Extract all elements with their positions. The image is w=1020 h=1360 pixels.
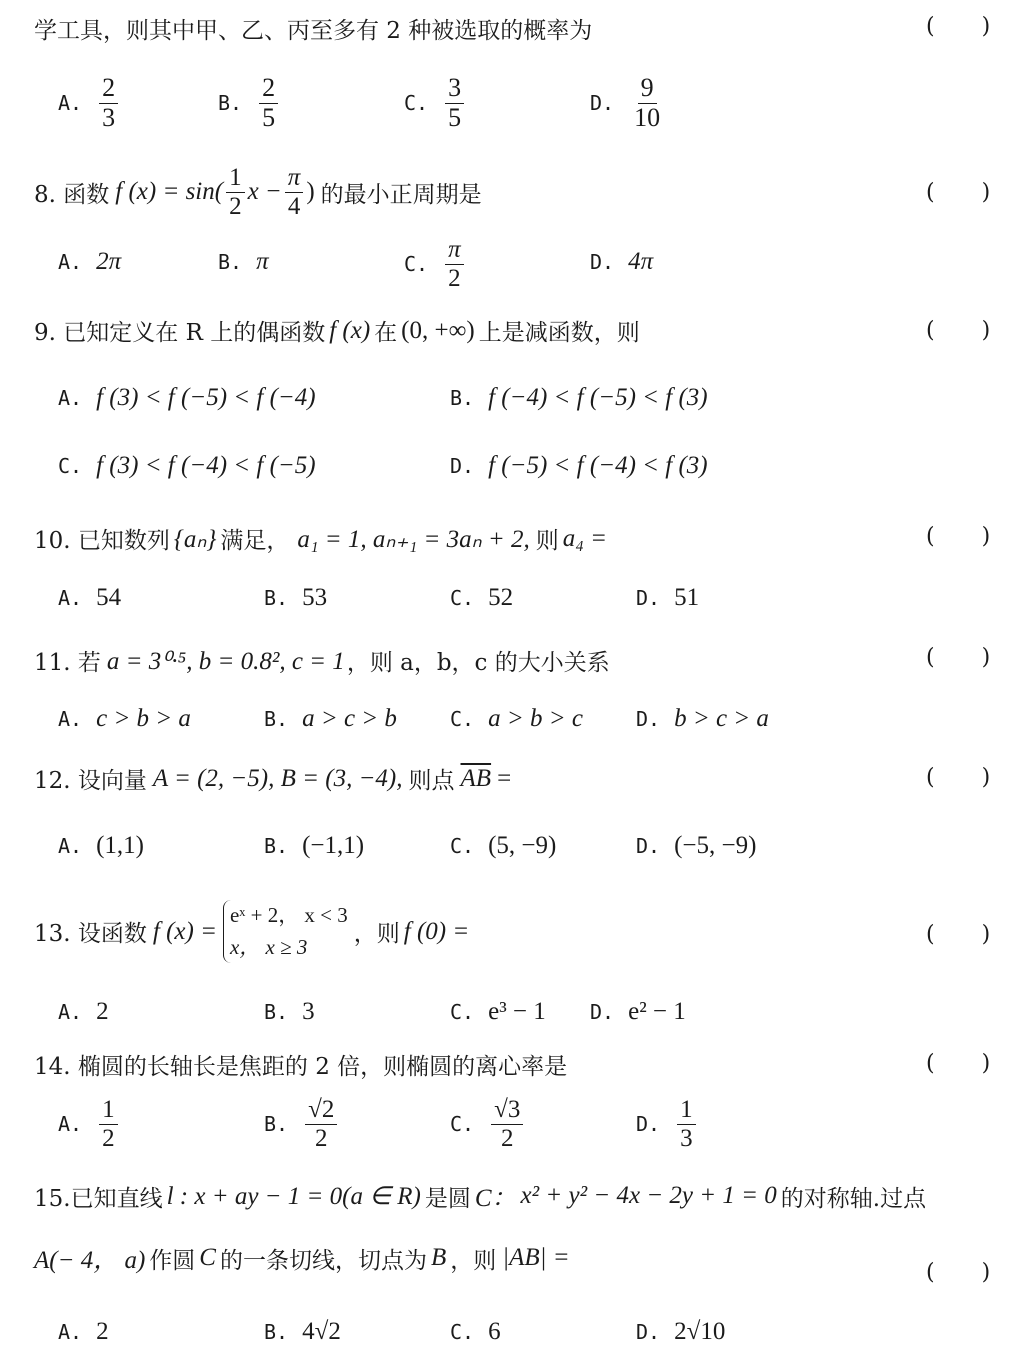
option-text: f (−5) < f (−4) < f (3) (488, 452, 708, 479)
q13-option-a (58, 998, 109, 1026)
q12-stem-b: 则点 (408, 768, 455, 794)
option-letter: C. (450, 586, 475, 610)
numerator: π (445, 236, 464, 265)
option-letter: C. (450, 707, 475, 731)
q12-vector: $\overline{AB}$ (460, 764, 492, 792)
option-letter: C. (450, 1000, 475, 1024)
option-text: c > b > a (96, 705, 191, 732)
q8-mid: x − (247, 178, 282, 205)
numerator: 2 (259, 74, 278, 104)
option-letter: C. (450, 1320, 475, 1344)
q15-option-d (636, 1318, 725, 1346)
q14-stem-text: 14. 椭圆的长轴长是焦距的 2 倍，则椭圆的离心率是 (34, 1054, 568, 1080)
q13-option-b (264, 998, 315, 1026)
fraction (445, 74, 464, 132)
q7-option-a (58, 74, 121, 132)
q12-eq: = (497, 764, 512, 792)
q15-answer-paren: ( ) (926, 1260, 1011, 1285)
option-text: 2 (96, 998, 109, 1025)
option-letter: A. (58, 386, 83, 410)
q13-answer-paren: ( ) (926, 922, 1011, 947)
denominator: 3 (102, 102, 116, 132)
option-letter: B. (450, 386, 475, 410)
q10-option-b (264, 584, 327, 612)
q9-fx: f (x) (329, 316, 371, 344)
q13-target: f (0) = (403, 917, 470, 945)
option-letter: B. (264, 1112, 289, 1136)
option-letter: A. (58, 1000, 83, 1024)
q9-stem (34, 314, 640, 347)
q13-option-d (590, 998, 686, 1026)
option-letter: A. (58, 250, 83, 274)
option-letter: A. (58, 707, 83, 731)
q13-stem-b: ，则 (353, 921, 400, 947)
option-letter: B. (264, 834, 289, 858)
q10-stem-c: 则 (535, 528, 559, 554)
q15-line2-f: ，则 (450, 1247, 497, 1274)
numerator: 1 (99, 1096, 118, 1125)
q10-target: a₄ = (562, 524, 608, 552)
q10-answer-paren: ( ) (926, 524, 1011, 549)
q8-suffix: 的最小正周期是 (320, 181, 482, 208)
q14-option-a (58, 1096, 121, 1152)
q10-formula: a₁ = 1, aₙ₊₁ = 3aₙ + 2, (297, 525, 530, 553)
numerator: 2 (99, 74, 118, 104)
option-text: (−5, −9) (674, 832, 757, 859)
q11-answer-paren: ( ) (926, 645, 1011, 670)
q10-stem (34, 522, 607, 555)
option-letter: D. (636, 834, 661, 858)
option-text: b > c > a (674, 705, 769, 732)
option-text: 2 (96, 1318, 109, 1345)
q11-formula: a = 3⁰·⁵, b = 0.8², c = 1 (106, 647, 345, 675)
q8-prefix: 8. 函数 (34, 181, 110, 208)
numerator: 3 (445, 74, 464, 104)
option-text: e³ − 1 (488, 998, 546, 1025)
option-text: 2π (96, 248, 122, 275)
fraction (491, 1096, 523, 1152)
option-letter: D. (590, 250, 615, 274)
option-text: (5, −9) (488, 832, 557, 859)
numerator: 9 (638, 74, 657, 104)
q14-option-d (636, 1096, 699, 1152)
option-letter: A. (58, 91, 83, 116)
q14-answer-paren: ( ) (926, 1051, 1011, 1076)
q12-option-a (58, 832, 144, 860)
q10-seq: {aₙ} (173, 525, 217, 553)
q13-piecewise (223, 900, 348, 963)
option-text: a > c > b (302, 705, 397, 732)
option-letter: B. (264, 707, 289, 731)
option-text: f (3) < f (−4) < f (−5) (96, 452, 316, 479)
option-letter: C. (450, 834, 475, 858)
q11-stem-b: ，则 a，b，c 的大小关系 (346, 650, 610, 676)
denominator: 3 (680, 1124, 693, 1152)
denominator: 2 (500, 1124, 514, 1152)
option-text: f (−4) < f (−5) < f (3) (488, 384, 708, 411)
fraction (259, 74, 278, 132)
q15-option-a (58, 1318, 109, 1346)
option-letter: C. (404, 252, 429, 276)
q8-option-c (404, 236, 467, 292)
q10-stem-a: 10. 已知数列 (34, 528, 170, 554)
option-text: a > b > c (488, 705, 583, 732)
option-letter: C. (58, 454, 83, 478)
q14-option-c (450, 1096, 526, 1152)
q13-fx: f (x) = (152, 917, 217, 945)
option-text: 6 (488, 1318, 501, 1345)
q10-stem-b: 满足， (220, 528, 290, 554)
q15-point-a: A(− 4， a) (34, 1247, 146, 1274)
q12-option-b (264, 832, 364, 860)
q10-option-a (58, 584, 121, 612)
option-text: f (3) < f (−5) < f (−4) (96, 384, 316, 411)
q15-option-b (264, 1318, 341, 1346)
fraction (305, 1096, 337, 1152)
q15-circle-name: C： (474, 1185, 517, 1212)
q9-option-a (58, 384, 316, 412)
q8-option-a (58, 248, 121, 276)
option-text: 4√2 (302, 1318, 341, 1345)
q15-line-1 (34, 1178, 926, 1214)
q8-answer-paren: ( ) (926, 180, 1011, 205)
q15-target: |AB| = (502, 1244, 570, 1271)
option-text: π (256, 248, 269, 275)
q11-option-d (636, 705, 769, 733)
q12-stem-a: 12. 设向量 (34, 768, 147, 794)
q9-option-c (58, 452, 316, 480)
fraction (445, 236, 464, 292)
option-letter: C. (404, 91, 429, 116)
q15-circle-ref: C (199, 1244, 216, 1271)
q12-option-c (450, 832, 556, 860)
fraction (677, 1096, 696, 1152)
q15-line1-c: 是圆 (424, 1185, 471, 1212)
q7-option-b (218, 74, 281, 132)
option-text: (1,1) (96, 832, 144, 859)
numerator: √3 (491, 1096, 523, 1125)
option-letter: D. (636, 707, 661, 731)
option-text: 4π (628, 248, 654, 275)
q15-line1-a: 15.已知直线 (34, 1185, 163, 1212)
option-text: e² − 1 (628, 998, 686, 1025)
q11-option-c (450, 705, 583, 733)
q14-stem (34, 1048, 567, 1081)
option-letter: B. (264, 586, 289, 610)
q12-option-d (636, 832, 756, 860)
option-text: 52 (488, 584, 514, 611)
option-letter: C. (450, 1112, 475, 1136)
q8-option-d (590, 248, 653, 276)
denominator: 4 (287, 192, 301, 220)
q10-option-d (636, 584, 699, 612)
option-letter: D. (590, 91, 615, 116)
option-letter: B. (264, 1000, 289, 1024)
q9-stem-b: 在 (374, 320, 398, 346)
option-letter: A. (58, 1320, 83, 1344)
denominator: 2 (314, 1124, 328, 1152)
denominator: 5 (448, 102, 462, 132)
option-letter: D. (636, 586, 661, 610)
q13-case-1: eˣ + 2， x < 3 (229, 903, 348, 927)
q9-stem-a: 9. 已知定义在 R 上的偶函数 (34, 320, 326, 346)
q7-option-c (404, 74, 467, 132)
option-letter: D. (636, 1320, 661, 1344)
q15-line-2 (34, 1240, 570, 1276)
fraction (99, 74, 118, 132)
q13-option-c (450, 998, 546, 1026)
q14-option-b (264, 1096, 340, 1152)
q13-case-2: x， x ≥ 3 (229, 934, 308, 959)
q12-formula: A = (2, −5), B = (3, −4), (152, 764, 403, 792)
q8-stem (34, 164, 482, 220)
numerator: π (285, 164, 304, 193)
option-text: 53 (302, 584, 328, 611)
fraction (99, 1096, 118, 1152)
q8-func: f (x) = sin( (115, 178, 224, 205)
option-letter: A. (58, 1112, 83, 1136)
numerator: √2 (305, 1096, 337, 1125)
q8-fraction-1 (226, 164, 245, 220)
denominator: 2 (229, 192, 242, 220)
q13-stem-a: 13. 设函数 (34, 921, 147, 947)
option-text: 3 (302, 998, 315, 1025)
q12-stem (34, 762, 511, 795)
q7-option-d (590, 74, 666, 132)
q15-line2-d: 的一条切线，切点为 (219, 1247, 427, 1274)
q15-line1-f: 的对称轴.过点 (780, 1185, 927, 1212)
q11-stem (34, 644, 610, 677)
numerator: 1 (677, 1096, 696, 1125)
q7-stem-text: 学工具，则其中甲、乙、丙至多有 2 种被选取的概率为 (34, 18, 593, 44)
numerator: 1 (226, 164, 245, 193)
q15-line2-b: 作圆 (149, 1247, 196, 1274)
q9-stem-c: 上是减函数，则 (478, 320, 640, 346)
option-letter: B. (264, 1320, 289, 1344)
q10-option-c (450, 584, 513, 612)
q8-fraction-2 (285, 164, 304, 220)
option-text: 54 (96, 584, 122, 611)
option-letter: D. (450, 454, 475, 478)
q15-line-equation: l : x + ay − 1 = 0(a ∈ R) (166, 1183, 421, 1210)
q9-answer-paren: ( ) (926, 318, 1011, 343)
q9-option-b (450, 384, 708, 412)
q15-point-b: B (430, 1244, 447, 1271)
q11-stem-a: 11. 若 (34, 650, 101, 676)
denominator: 2 (102, 1124, 115, 1152)
q9-interval: (0, +∞) (401, 316, 475, 344)
q8-option-b (218, 248, 269, 276)
fraction (631, 74, 663, 132)
q11-option-b (264, 705, 397, 733)
option-text: 2√10 (674, 1318, 726, 1345)
option-text: (−1,1) (302, 832, 365, 859)
q13-stem (34, 900, 469, 963)
q8-close: ) (306, 178, 315, 205)
option-letter: B. (218, 250, 243, 274)
denominator: 2 (448, 264, 461, 292)
denominator: 10 (634, 102, 661, 132)
option-letter: A. (58, 586, 83, 610)
option-letter: A. (58, 834, 83, 858)
option-letter: D. (590, 1000, 615, 1024)
option-text: 51 (674, 584, 700, 611)
q7-stem (34, 12, 592, 45)
option-letter: D. (636, 1112, 661, 1136)
q7-answer-paren: ( ) (926, 14, 1011, 39)
q11-option-a (58, 705, 191, 733)
denominator: 5 (262, 102, 276, 132)
q9-option-d (450, 452, 708, 480)
option-letter: B. (218, 91, 243, 116)
q15-option-c (450, 1318, 501, 1346)
q12-answer-paren: ( ) (926, 765, 1011, 790)
q15-circle-equation: x² + y² − 4x − 2y + 1 = 0 (520, 1182, 777, 1209)
